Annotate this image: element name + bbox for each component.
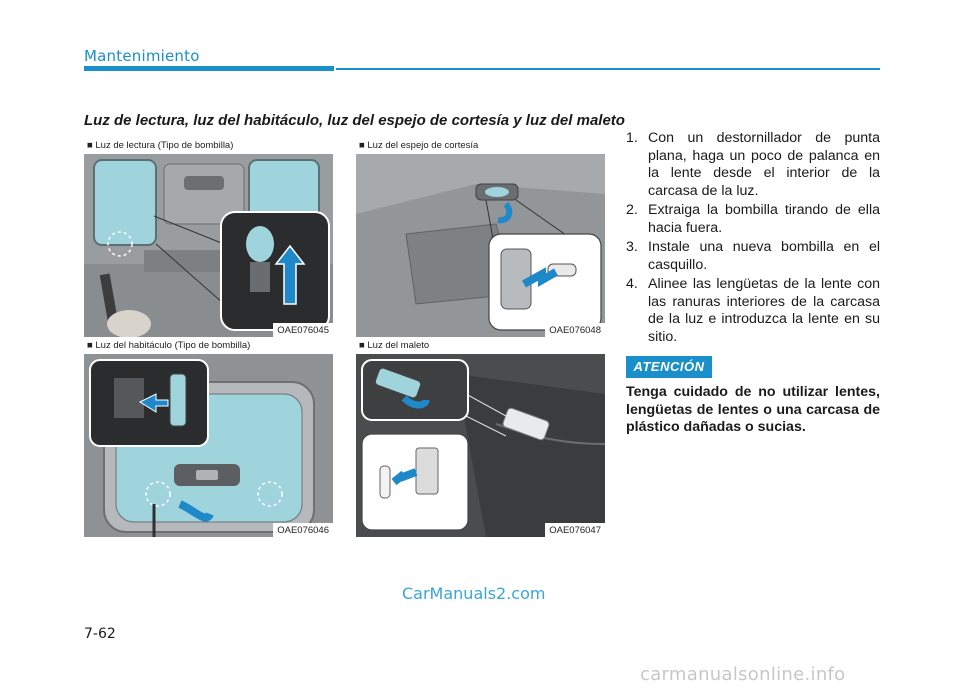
page-number: 7-62 (84, 626, 116, 642)
watermark-link[interactable]: CarManuals2.com (402, 584, 546, 603)
header-rule-thin (336, 68, 880, 70)
step-item (626, 202, 880, 237)
vanity-mirror-illustration (356, 154, 605, 337)
figure-vanity-mirror-light (356, 138, 605, 337)
step-number: 4. (626, 276, 638, 292)
figure-caption: ■ Luz del maleto (356, 338, 605, 354)
step-text: Alinee las lengüetas de la lente con las ranuras interiores de la carcasa de la luz e introduzca la lente en su sitio. (648, 276, 880, 345)
figure-trunk-light (356, 338, 605, 537)
footer-watermark: carmanualsonline.info (640, 664, 846, 685)
step-number: 3. (626, 239, 638, 255)
step-number: 1. (626, 130, 638, 146)
reading-light-illustration (84, 154, 333, 337)
step-item (626, 130, 880, 200)
figure-reading-light (84, 138, 333, 337)
trunk-light-illustration (356, 354, 605, 537)
step-item (626, 276, 880, 346)
figure-caption: ■ Luz de lectura (Tipo de bombilla) (84, 138, 333, 154)
figure-code: OAE076045 (273, 323, 333, 337)
step-text: Extraiga la bombilla tirando de ella hacia fuera. (648, 202, 880, 236)
header-rule-thick (84, 66, 334, 71)
header-title: Mantenimiento (84, 47, 200, 65)
caution-badge: ATENCIÓN (626, 356, 712, 378)
figure-room-light (84, 338, 333, 537)
instruction-steps (626, 130, 880, 348)
section-title: Luz de lectura, luz del habitáculo, luz del espejo de cortesía y luz del maleto (84, 112, 625, 129)
caution-text: Tenga cuidado de no utilizar lentes, lengüetas de lentes o una carcasa de plástico dañadas o sucias. (626, 384, 880, 435)
step-text: Con un destornillador de punta plana, haga un poco de palanca en la lente desde el interior de la carcasa de la luz. (648, 130, 880, 199)
figure-caption: ■ Luz del espejo de cortesía (356, 138, 605, 154)
figure-code: OAE076048 (545, 323, 605, 337)
step-text: Instale una nueva bombilla en el casquillo. (648, 239, 880, 273)
figure-code: OAE076047 (545, 523, 605, 537)
step-item (626, 239, 880, 274)
step-number: 2. (626, 202, 638, 218)
room-light-illustration (84, 354, 333, 537)
figure-code: OAE076046 (273, 523, 333, 537)
figure-caption: ■ Luz del habitáculo (Tipo de bombilla) (84, 338, 333, 354)
